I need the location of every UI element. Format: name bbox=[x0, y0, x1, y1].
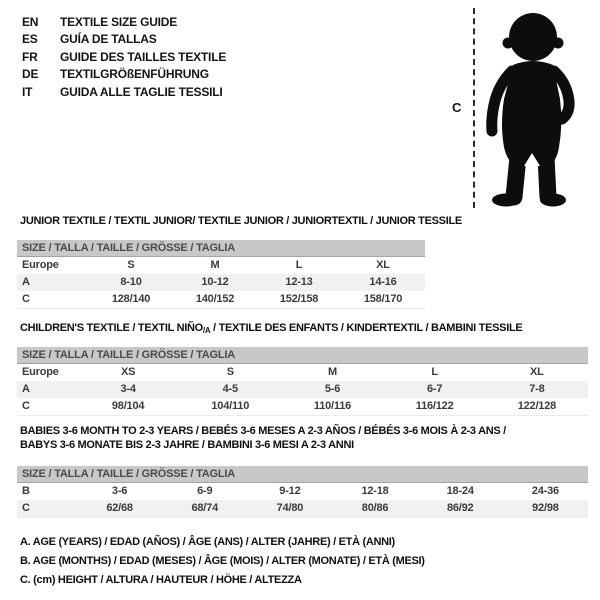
table-cell: 14-16 bbox=[369, 276, 397, 288]
table-cell: 9-12 bbox=[279, 485, 301, 497]
table-cell: 6-9 bbox=[197, 485, 213, 497]
row-label: A bbox=[22, 383, 30, 395]
table-cell: 158/170 bbox=[363, 293, 403, 305]
table-cell: 18-24 bbox=[446, 485, 474, 497]
table-cell: 12-13 bbox=[285, 276, 313, 288]
table-cell: 68/74 bbox=[191, 502, 218, 514]
table-cell: 4-5 bbox=[222, 383, 238, 395]
children-title-subscript: /A bbox=[202, 326, 211, 335]
height-measure-line bbox=[473, 8, 475, 208]
footnote-b: B. AGE (MONTHS) / EDAD (MESES) / ÂGE (MOIS) / ALTER (MONATE) / ETÀ (MESI) bbox=[20, 554, 425, 567]
children-title-text: CHILDREN'S TEXTILE / TEXTIL NIÑO bbox=[20, 322, 203, 334]
table-row bbox=[17, 381, 588, 398]
language-row bbox=[22, 48, 226, 66]
table-cell: L bbox=[431, 366, 438, 378]
table-cell: 5-6 bbox=[324, 383, 341, 395]
table-cell: 3-4 bbox=[120, 383, 136, 395]
language-title: GUIDA ALLE TAGLIE TESSILI bbox=[60, 84, 223, 99]
language-code: ES bbox=[22, 32, 38, 47]
language-title: GUIDE DES TAILLES TEXTILE bbox=[60, 49, 227, 64]
size-header-bar: SIZE / TALLA / TAILLE / GRÖSSE / TAGLIA bbox=[17, 347, 588, 364]
baby-figure-area bbox=[448, 2, 598, 214]
table-cell: 62/68 bbox=[106, 502, 133, 514]
table-cell: S bbox=[226, 366, 234, 378]
table-cell: 7-8 bbox=[529, 383, 545, 395]
row-label: B bbox=[22, 485, 30, 497]
table-cell: 10-12 bbox=[201, 276, 229, 288]
size-header-bar: SIZE / TALLA / TAILLE / GRÖSSE / TAGLIA bbox=[17, 466, 588, 483]
table-cell: 74/80 bbox=[276, 502, 304, 514]
table-cell: 80/86 bbox=[361, 502, 389, 514]
table-row bbox=[17, 483, 588, 501]
row-label: Europe bbox=[22, 259, 59, 271]
row-label: C bbox=[22, 502, 30, 514]
row-label: C bbox=[22, 293, 30, 305]
table-cell: XL bbox=[376, 259, 390, 271]
row-label: C bbox=[22, 400, 30, 412]
baby-silhouette-icon bbox=[481, 5, 581, 209]
table-cell: 116/122 bbox=[415, 400, 454, 412]
table-row bbox=[17, 364, 588, 382]
table-cell: 12-18 bbox=[361, 485, 389, 497]
junior-size-table bbox=[17, 240, 425, 309]
table-cell: 6-7 bbox=[427, 383, 443, 395]
language-title: TEXTILGRÖßENFÜHRUNG bbox=[60, 67, 209, 82]
language-code: FR bbox=[22, 49, 38, 64]
language-title-list bbox=[22, 13, 226, 101]
table-cell: 92/98 bbox=[532, 502, 559, 514]
table-cell: 128/140 bbox=[111, 293, 151, 305]
language-row bbox=[22, 13, 226, 31]
table-cell: 122/128 bbox=[517, 400, 557, 412]
table-row bbox=[17, 291, 425, 309]
table-cell: 3-6 bbox=[111, 485, 128, 497]
table-cell: 104/110 bbox=[211, 400, 250, 412]
table-cell: S bbox=[127, 259, 135, 271]
babies-title-line2: BABYS 3-6 MONATE BIS 2-3 JAHRE / BAMBINI 3-6 MESI A 2-3 ANNI bbox=[20, 439, 354, 451]
row-label: Europe bbox=[22, 366, 59, 378]
language-title: GUÍA DE TALLAS bbox=[60, 32, 157, 47]
language-title: TEXTILE SIZE GUIDE bbox=[60, 14, 178, 29]
table-cell: 152/158 bbox=[279, 293, 319, 305]
junior-section-title: JUNIOR TEXTILE / TEXTIL JUNIOR/ TEXTILE JUNIOR / JUNIORTEXTIL / JUNIOR TESSILE bbox=[20, 215, 462, 227]
footnote-a: A. AGE (YEARS) / EDAD (AÑOS) / ÂGE (ANS) / ALTER (JAHRE) / ETÀ (ANNI) bbox=[20, 536, 395, 548]
language-row bbox=[22, 66, 226, 84]
table-row bbox=[17, 257, 425, 275]
table-cell: 8-10 bbox=[120, 276, 142, 288]
babies-section-title bbox=[20, 424, 506, 452]
row-label: A bbox=[22, 276, 30, 288]
children-title-text: / TEXTILE DES ENFANTS / KINDERTEXTIL / BAMBINI TESSILE bbox=[210, 322, 523, 334]
table-cell: 140/152 bbox=[195, 293, 235, 305]
language-code: IT bbox=[22, 84, 33, 99]
table-row bbox=[17, 274, 425, 291]
babies-title-line1: BABIES 3-6 MONTH TO 2-3 YEARS / BEBÉS 3-6 MESES A 2-3 AÑOS / BÉBÉS 3-6 MOIS À 2-3 ANS / bbox=[20, 425, 506, 437]
children-size-table bbox=[17, 347, 588, 416]
language-row bbox=[22, 31, 226, 49]
language-row bbox=[22, 83, 226, 101]
babies-size-table bbox=[17, 466, 588, 518]
table-cell: 110/116 bbox=[313, 400, 352, 412]
language-code: EN bbox=[22, 14, 39, 29]
children-section-title bbox=[20, 321, 522, 336]
table-cell: 98/104 bbox=[111, 400, 145, 412]
footnote-c: C. (cm) HEIGHT / ALTURA / HAUTEUR / HÖHE / ALTEZZA bbox=[20, 573, 302, 586]
table-row bbox=[17, 398, 588, 416]
table-cell: XS bbox=[120, 366, 136, 378]
table-cell: XL bbox=[530, 366, 544, 378]
table-cell: 24-36 bbox=[531, 485, 559, 497]
table-cell: M bbox=[210, 259, 220, 271]
table-cell: 86/92 bbox=[446, 502, 474, 514]
table-cell: M bbox=[327, 366, 337, 378]
language-code: DE bbox=[22, 67, 39, 82]
height-measure-label: C bbox=[452, 100, 462, 115]
footnote-legend bbox=[20, 533, 425, 589]
size-header-bar: SIZE / TALLA / TAILLE / GRÖSSE / TAGLIA bbox=[17, 240, 425, 257]
table-row bbox=[17, 500, 588, 518]
table-cell: L bbox=[295, 259, 303, 271]
